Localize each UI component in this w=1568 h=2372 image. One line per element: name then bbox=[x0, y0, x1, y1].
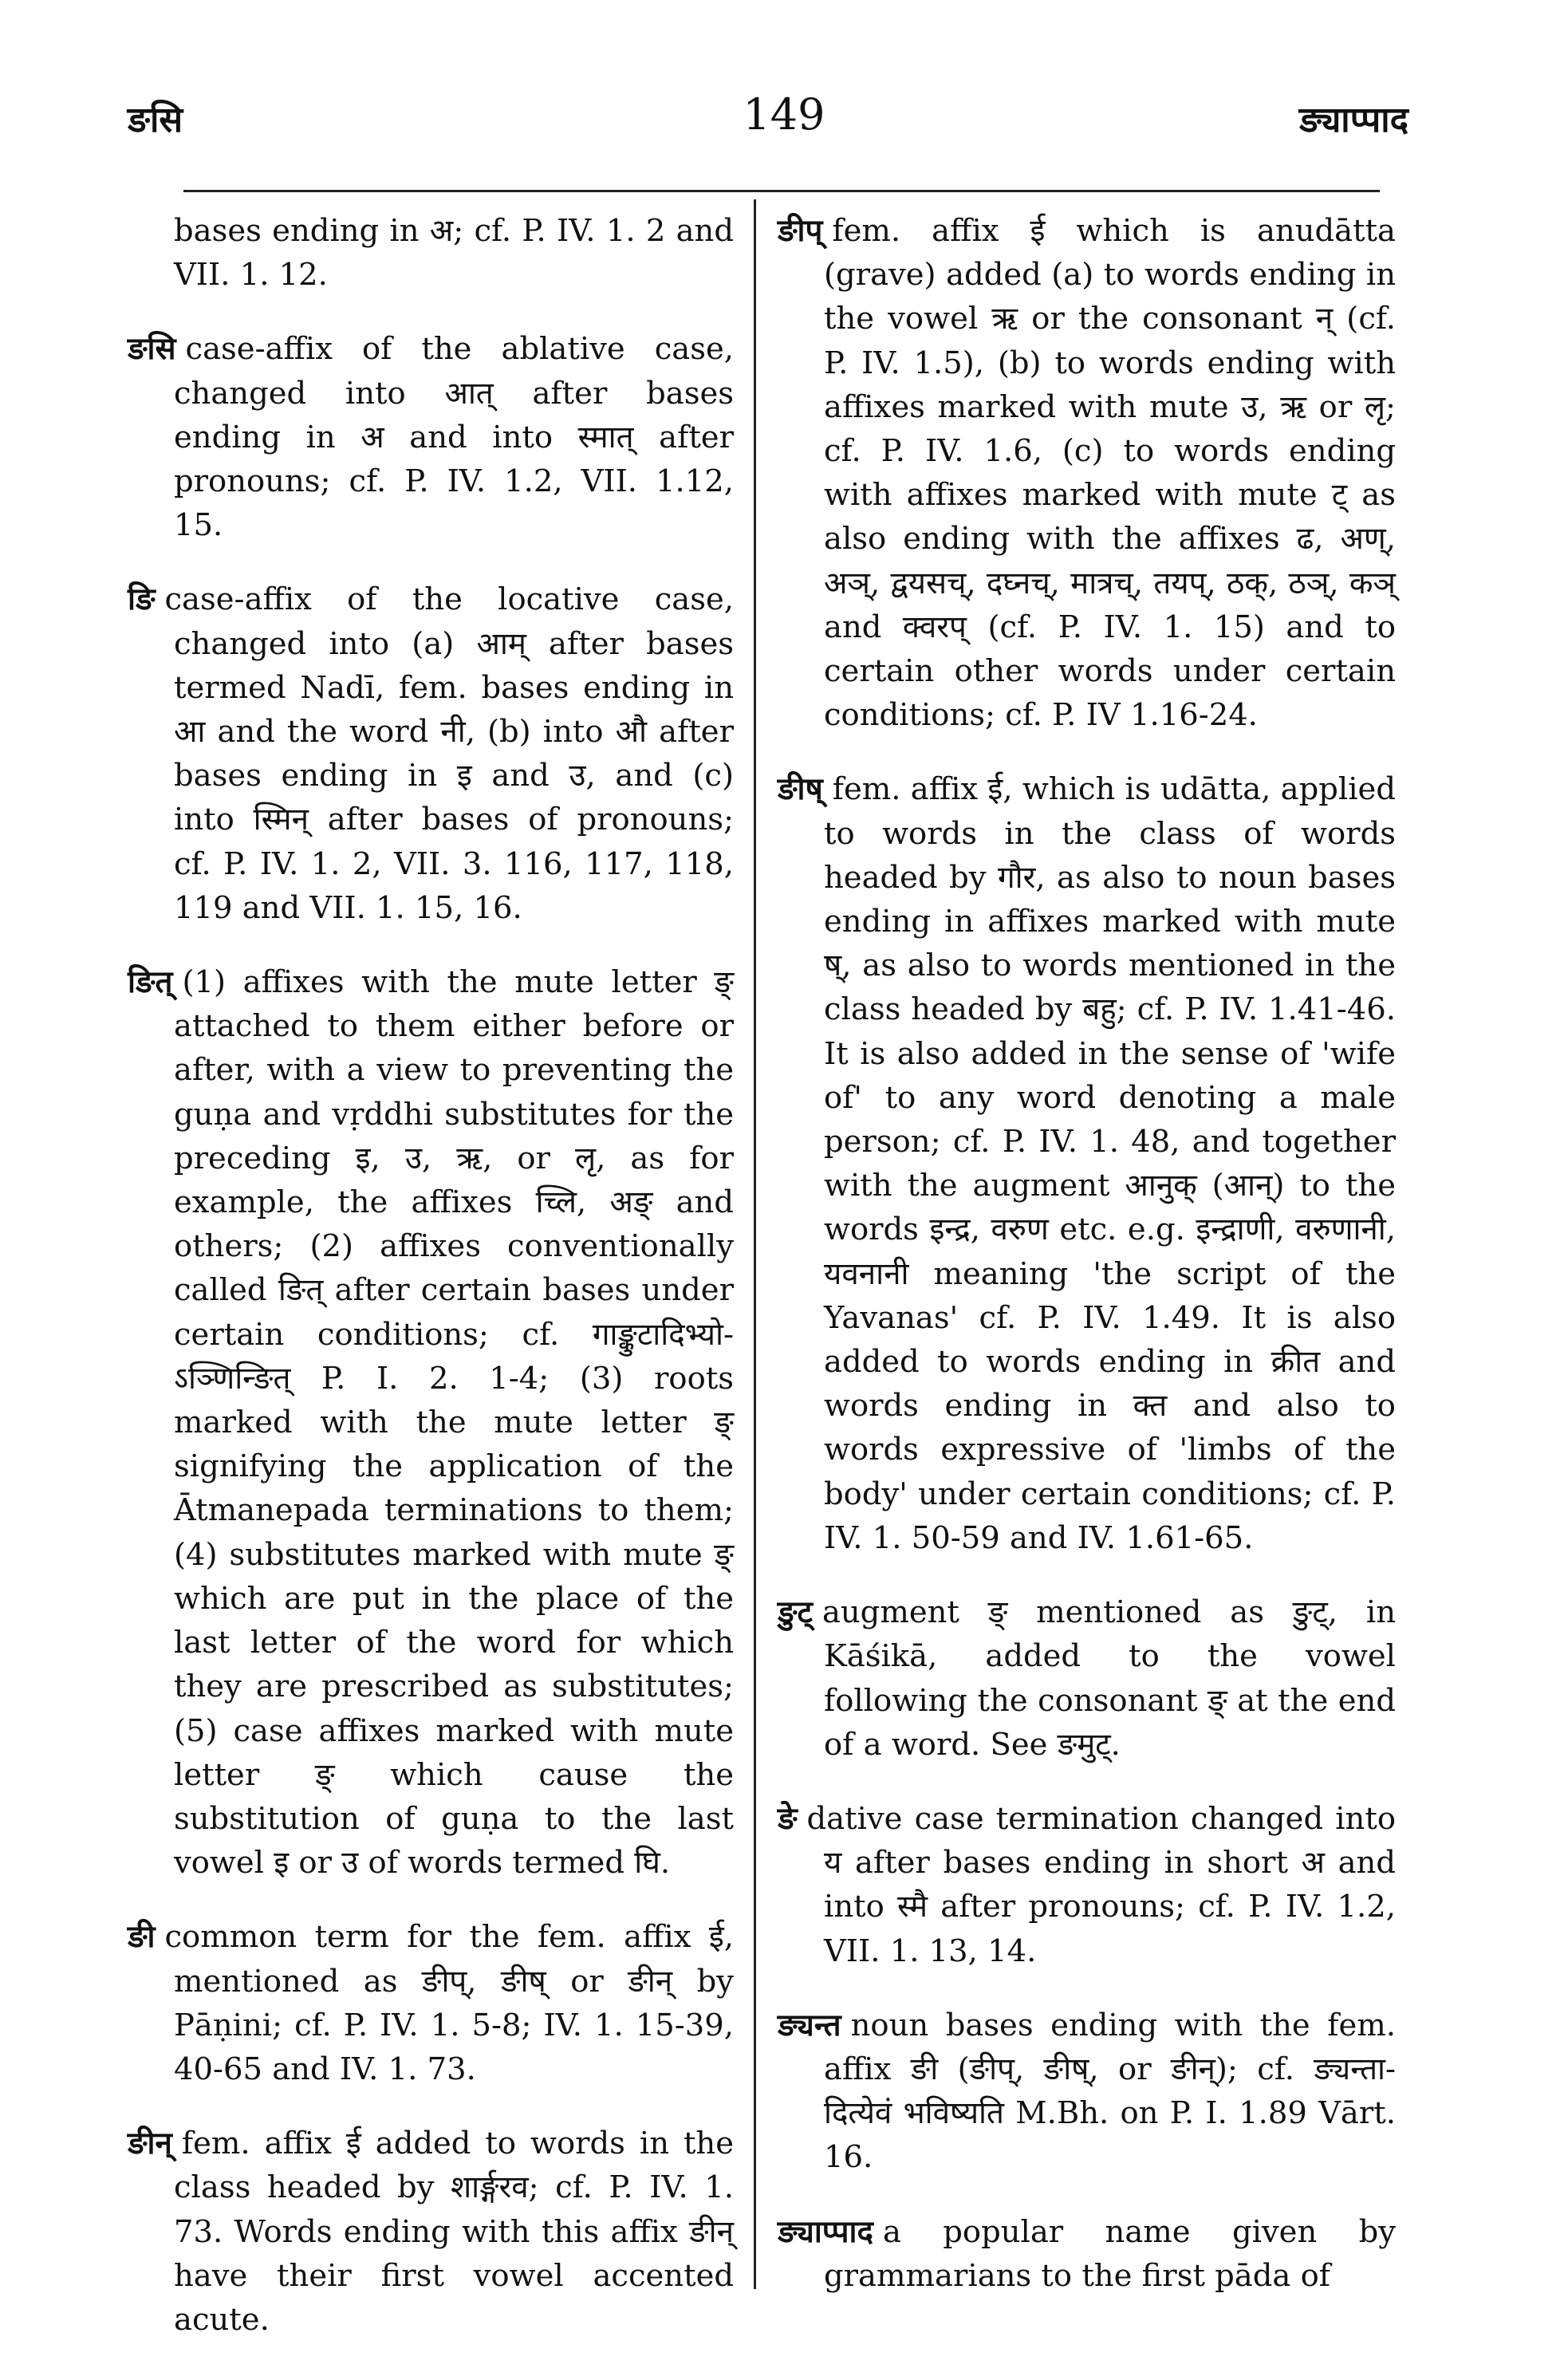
dictionary-entry bbox=[128, 2122, 734, 2342]
dictionary-entry bbox=[778, 1797, 1396, 1973]
column-divider bbox=[754, 199, 756, 2289]
entry-headword: ङुट् bbox=[778, 1594, 813, 1631]
dictionary-entry bbox=[128, 327, 734, 547]
entry-text: a popular name given by grammarians to the first pāda of bbox=[824, 2213, 1396, 2294]
dictionary-entry bbox=[778, 2004, 1396, 2180]
entry-text: noun bases ending with the fem. affix ङी (ङीप्, ङीष्, or ङीन्); cf. ङ्यन्ता-दित्येवं भविष्यति M.Bh. on P. I. 1.89 Vārt. 16. bbox=[824, 2007, 1396, 2176]
entry-text: (1) affixes with the mute letter ङ् attached to them either before or after, with a view to preventing the guṇa and vṛddhi substitutes for the preceding इ, उ, ऋ, or लृ, as for example, the affixes च्लि, अङ् and others; (2) affixes conventionally called ङित् after certain bases under certain conditions; cf. गाङ्कुटादिभ्यो-ऽञ्णिन्ङित् P. I. 2. 1-4; (3) roots marked with the mute letter ङ् signifying the application of the Ātmanepada terminations to them; (4) substitutes marked with mute ङ् which are put in the place of the last letter of the word for which they are prescribed as substitutes; (5) case affixes marked with mute letter ङ् which cause the substitution of guṇa to the last vowel इ or उ of words termed घि. bbox=[174, 964, 734, 1881]
dictionary-entry bbox=[778, 2210, 1396, 2298]
entry-headword: ङि bbox=[128, 581, 156, 618]
header-right-guideword: ङ्याप्पाद bbox=[1298, 100, 1408, 140]
page-number: 149 bbox=[743, 89, 825, 140]
entry-headword: ङ्याप्पाद bbox=[778, 2213, 873, 2250]
left-column bbox=[128, 209, 734, 2372]
entry-headword: ङ्यन्त bbox=[778, 2007, 841, 2043]
dictionary-entry bbox=[128, 960, 734, 1885]
entry-text: augment ङ् mentioned as ङुट्, in Kāśikā, added to the vowel following the consonant ङ् at the end of a word. See ङमुट्. bbox=[821, 1594, 1396, 1763]
entry-text: case-affix of the locative case, changed into (a) आम् after bases termed Nadī, fem. bases ending in आ and the word नी, (b) into औ after bases ending in इ and उ, and (c) into स्मिन् after bases of pronouns; cf. P. IV. 1. 2, VII. 3. 116, 117, 118, 119 and VII. 1. 15, 16. bbox=[164, 581, 734, 926]
entry-text: bases ending in अ; cf. P. IV. 1. 2 and VII. 1. 12. bbox=[174, 213, 734, 294]
dictionary-entry bbox=[128, 1915, 734, 2091]
entry-headword: ङीप् bbox=[778, 213, 823, 249]
entry-headword: ङे bbox=[778, 1800, 798, 1837]
entry-headword: ङित् bbox=[128, 964, 173, 1001]
entry-text: fem. affix ई which is anudātta (grave) added (a) to words ending in the vowel ऋ or the consonant न् (cf. P. IV. 1.5), (b) to words ending with affixes marked with mute उ, ऋ or लृ; cf. P. IV. 1.6, (c) to words ending with affixes marked with mute ट् as also ending with the affixes ढ, अण्, अञ्, द्वयसच्, दघ्नच्, मात्रच्, तयप्, ठक्, ठञ्, कञ् and क्वरप् (cf. P. IV. 1. 15) and to certain other words under certain conditions; cf. P. IV 1.16-24. bbox=[824, 213, 1396, 734]
entry-text: fem. affix ई added to words in the class headed by शार्ङ्गरव; cf. P. IV. 1. 73. Words ending with this affix ङीन् have their first vowel accented acute. bbox=[174, 2126, 734, 2338]
dictionary-entry bbox=[778, 1590, 1396, 1767]
entry-headword: ङीन् bbox=[128, 2126, 172, 2162]
dictionary-entry bbox=[778, 209, 1396, 737]
entry-text: fem. affix ई, which is udātta, applied to words in the class of words headed by गौर, as also to noun bases ending in affixes marked with mute ष्, as also to words mentioned in the class headed by बहु; cf. P. IV. 1.41-46. It is also added in the sense of 'wife of' to any word denoting a male person; cf. P. IV. 1. 48, and together with the augment आनुक् (आन्) to the words इन्द्र, वरुण etc. e.g. इन्द्राणी, वरुणानी, यवनानी meaning 'the script of the Yavanas' cf. P. IV. 1.49. It is also added to words ending in क्रीत and words ending in क्त and also to words expressive of 'limbs of the body' under certain conditions; cf. P. IV. 1. 50-59 and IV. 1.61-65. bbox=[824, 771, 1396, 1556]
entry-headword: ङसि bbox=[128, 331, 176, 368]
entry-headword: ङी bbox=[128, 1919, 156, 1956]
entry-text: dative case termination changed into य after bases ending in short अ and into स्मै after pronouns; cf. P. IV. 1.2, VII. 1. 13, 14. bbox=[806, 1800, 1396, 1969]
dictionary-entry bbox=[128, 577, 734, 930]
entry-text: common term for the fem. affix ई, mentioned as ङीप्, ङीष् or ङीन् by Pāṇini; cf. P. IV. 1. 5-8; IV. 1. 15-39, 40-65 and IV. 1. 73. bbox=[164, 1919, 734, 2087]
dictionary-entry bbox=[778, 767, 1396, 1560]
dictionary-entry bbox=[128, 209, 734, 297]
entry-text: case-affix of the ablative case, changed into आत् after bases ending in अ and into स्मात् after pronouns; cf. P. IV. 1.2, VII. 1.12, 15. bbox=[174, 331, 734, 544]
header-rule bbox=[183, 190, 1380, 192]
right-column bbox=[778, 209, 1396, 2328]
entry-headword: ङीष् bbox=[778, 771, 823, 808]
header-left-guideword: ङसि bbox=[128, 100, 183, 140]
